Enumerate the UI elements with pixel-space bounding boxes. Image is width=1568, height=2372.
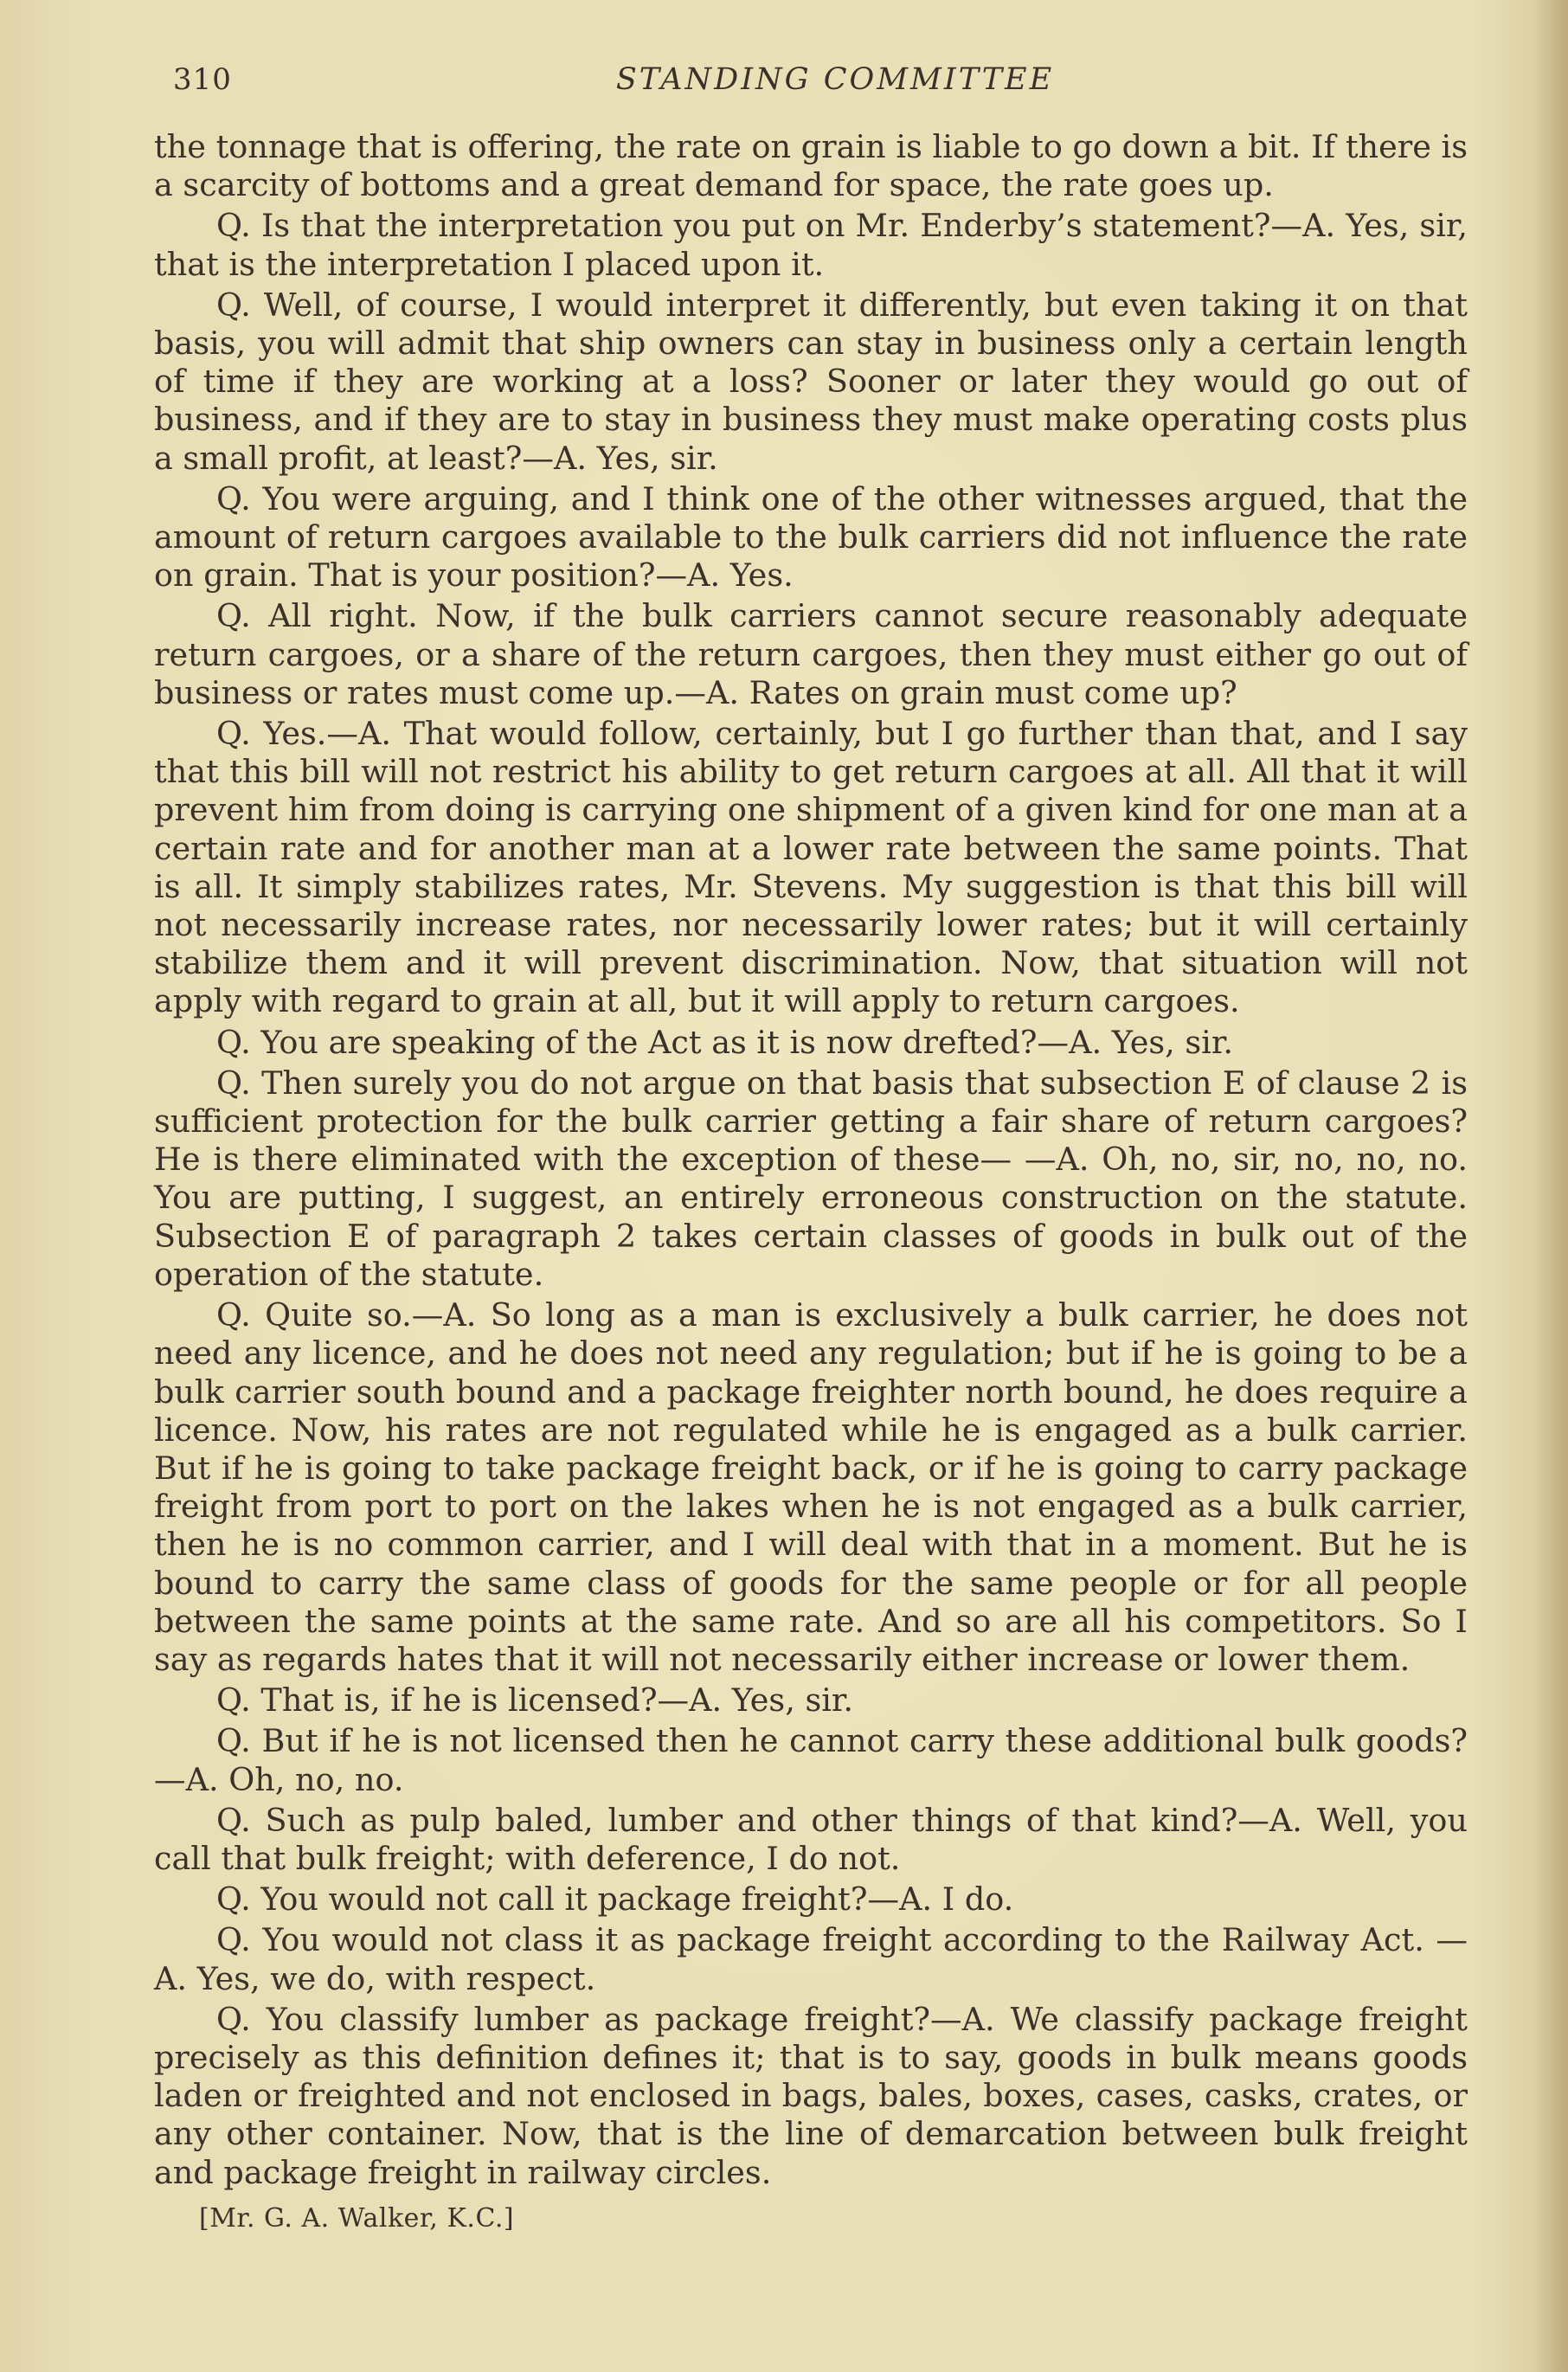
paragraph: Q. All right. Now, if the bulk carriers cannot secure reasonably adequate return cargoes, or a share of the return cargoes, then they must either go out of business or rates must come up.—A. Rates on grain must come up? <box>154 597 1468 711</box>
paragraph: Q. You would not class it as package freight according to the Railway Act. —A. Yes, we do, with respect. <box>154 1921 1468 1997</box>
paragraph: Q. Yes.—A. That would follow, certainly, but I go further than that, and I say that this bill will not restrict his ability to get return cargoes at all. All that it will prevent him from doing is carrying one shipment of a given kind for one man at a certain rate and for another man at a lower rate between the same points. That is all. It simply stabilizes rates, Mr. Stevens. My suggestion is that this bill will not necessarily increase rates, nor necessarily lower rates; but it will certainly stabilize them and it will prevent discrimination. Now, that situation will not apply with regard to grain at all, but it will apply to return cargoes. <box>154 715 1468 1020</box>
paragraph: Q. Such as pulp baled, lumber and other things of that kind?—A. Well, you call that bulk freight; with deference, I do not. <box>154 1801 1468 1877</box>
speaker-note: [Mr. G. A. Walker, K.C.] <box>199 2203 515 2234</box>
paragraph: Q. You would not call it package freight?—A. I do. <box>216 1880 1014 1919</box>
paragraph: Q. Well, of course, I would interpret it differently, but even taking it on that basis, you will admit that ship owners can stay in business only a certain length of time if they are working at a loss? Sooner or later they would go out of business, and if they are to stay in business they must make operating costs plus a small profit, at least?—A. Yes, sir. <box>154 286 1468 477</box>
paragraph: Q. You were arguing, and I think one of the other witnesses argued, that the amount of return cargoes available to the bulk carriers did not influence the rate on grain. That is your position?—A. Yes. <box>154 479 1468 595</box>
paragraph: Q. But if he is not licensed then he cannot carry these additional bulk goods? —A. Oh, no, no. <box>154 1722 1468 1798</box>
paragraph: Q. Then surely you do not argue on that basis that subsection E of clause 2 is sufficient protection for the bulk carrier getting a fair share of return cargoes? He is there eliminated with the exception of these— —A. Oh, no, sir, no, no, no. You are putting, I suggest, an entirely erroneous construction on the statute. Subsection E of paragraph 2 takes certain classes of goods in bulk out of the operation of the statute. <box>154 1064 1468 1293</box>
page-number: 310 <box>173 62 232 97</box>
paragraph: Q. You classify lumber as package freight?—A. We classify package freight precisely as this definition defines it; that is to say, goods in bulk means goods laden or freighted and not enclosed in bags, bales, boxes, cases, casks, crates, or any other container. Now, that is the line of demarcation between bulk freight and package freight in railway circles. <box>154 2000 1468 2191</box>
paragraph: Q. You are speaking of the Act as it is now drefted?—A. Yes, sir. <box>216 1023 1233 1061</box>
page-header <box>173 62 1454 106</box>
body-text <box>154 128 1468 2195</box>
paragraph: Q. That is, if he is licensed?—A. Yes, sir. <box>216 1681 854 1720</box>
paragraph: the tonnage that is offering, the rate on grain is liable to go down a bit. If there is a scarcity of bottoms and a great demand for space, the rate goes up. <box>154 128 1468 204</box>
running-head: STANDING COMMITTEE <box>615 62 1055 97</box>
page-edge-shadow <box>1533 0 1568 2372</box>
paragraph: Q. Is that the interpretation you put on Mr. Enderby’s statement?—A. Yes, sir, that is the interpretation I placed upon it. <box>154 207 1468 283</box>
paragraph: Q. Quite so.—A. So long as a man is exclusively a bulk carrier, he does not need any licence, and he does not need any regulation; but if he is going to be a bulk carrier south bound and a package freighter north bound, he does require a licence. Now, his rates are not regulated while he is engaged as a bulk carrier. But if he is going to take package freight back, or if he is going to carry package freight from port to port on the lakes when he is not engaged as a bulk carrier, then he is no common carrier, and I will deal with that in a moment. But he is bound to carry the same class of goods for the same people or for all people between the same points at the same rate. And so are all his competitors. So I say as regards hates that it will not necessarily either increase or lower them. <box>154 1296 1468 1678</box>
